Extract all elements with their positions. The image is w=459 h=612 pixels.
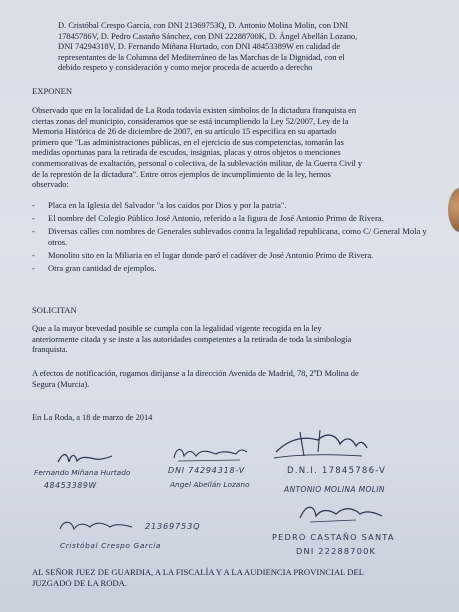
signature-antonio-name: ANTONIO MOLINA MOLIN bbox=[284, 485, 385, 494]
signature-antonio-scrawl bbox=[270, 428, 370, 462]
signature-fernando-scrawl bbox=[55, 448, 115, 468]
signature-pedro-name: PEDRO CASTAÑO SANTA bbox=[272, 532, 395, 542]
signature-angel-dni: DNI 74294318-V bbox=[168, 466, 246, 475]
closing-address bbox=[32, 567, 427, 589]
intro-line: DNI 74294318V, D. Fernando Miñana Hurtado, con DNI 48453389W en calidad de bbox=[58, 41, 341, 52]
bullet-dash: - bbox=[32, 200, 35, 210]
exponen-line: observado: bbox=[32, 179, 69, 190]
signature-fernando-name: Fernando Miñana Hurtado bbox=[34, 468, 131, 477]
list-item bbox=[32, 250, 427, 261]
intro-line: D. Cristóbal Crespo García, con DNI 21369753Q, D. Antonio Molina Molin, con DNI bbox=[58, 20, 348, 30]
list-item bbox=[32, 263, 427, 274]
exponen-line: conmemorativas de exaltación, personal o colectiva, de la sublevación militar, de la Guerra Civil y bbox=[32, 158, 363, 168]
signature-cristobal-scrawl bbox=[56, 515, 136, 537]
bullet-dash: - bbox=[32, 249, 35, 260]
signature-fernando-dni: 48453389W bbox=[44, 481, 97, 490]
list-item bbox=[32, 200, 427, 211]
bullet-dash: - bbox=[32, 226, 35, 237]
closing-line: JUZGADO DE LA RODA. bbox=[32, 578, 128, 588]
exponen-line: Memoria Histórica de 26 de diciembre de 2007, en su artículo 15 especifica en su apartado bbox=[32, 126, 337, 137]
exponen-line: de la represión de la dictadura". Entre otros ejemplos de incumplimiento de la ley, hemos bbox=[32, 168, 331, 179]
closing-line: AL SEÑOR JUEZ DE GUARDIA, A LA FISCALÍA Y A LA AUDIENCIA PROVINCIAL DEL bbox=[32, 567, 364, 577]
list-item-text: Placa en la Iglesia del Salvador "a los caídos por Dios y por la patria". bbox=[48, 200, 287, 210]
signature-angel-scrawl bbox=[170, 442, 250, 464]
exponen-line: Observado que en la localidad de La Roda todavía existen símbolos de la dictadura franquista en bbox=[32, 105, 357, 115]
signature-pedro-scrawl bbox=[296, 500, 386, 526]
signature-pedro-dni: DNI 22288700K bbox=[296, 546, 377, 556]
bullet-dash: - bbox=[32, 213, 35, 224]
signature-cristobal-dni: 21369753Q bbox=[145, 521, 201, 531]
exponen-line: medidas oportunas para la retirada de escudos, insignias, placas y otros objetos o menciones bbox=[32, 147, 341, 158]
intro-line: representantes de la Columna del Mediterráneo de las Marchas de la Dignidad, con el bbox=[58, 51, 345, 62]
exponen-line: primero que "Las administraciones públicas, en el ejercicio de sus competencias, tomarán las bbox=[32, 136, 344, 147]
coin-object bbox=[448, 188, 459, 232]
list-item-text: Otra gran cantidad de ejemplos. bbox=[48, 262, 157, 273]
exponen-heading: EXPONEN bbox=[32, 86, 73, 96]
notification-line: Segura (Murcia). bbox=[32, 378, 90, 389]
list-item bbox=[32, 226, 427, 247]
solicitan-heading: SOLICITAN bbox=[32, 305, 77, 315]
date-line: En La Roda, a 18 de marzo de 2014 bbox=[32, 412, 153, 422]
list-item-text: El nombre del Colegio Público José Antonio, referido a la figura de José Antonio Primo de Rivera. bbox=[48, 213, 384, 224]
solicitan-line: anteriormente citada y se inste a las autoridades competentes a la retirada de toda la simbología bbox=[32, 333, 352, 344]
intro-line: debido respeto y consideración y como mejor proceda de acuerdo a derecho bbox=[58, 62, 313, 73]
intro-line: 17845786V, D. Pedro Castaño Sánchez, con DNI 22288700K, D. Ángel Abellán Lozano, bbox=[58, 30, 358, 41]
examples-list bbox=[32, 200, 427, 276]
list-item bbox=[32, 213, 427, 224]
list-item-text: Diversas calles con nombres de Generales sublevados contra la legalidad republicana, como C/ General Mola y otros. bbox=[48, 226, 427, 247]
signature-antonio-dni: D.N.I. 17845786-V bbox=[287, 466, 387, 476]
signature-angel-name: Angel Abellán Lozano bbox=[170, 480, 250, 489]
exponen-line: ciertas zonas del municipio, consideramos que se está incumpliendo la Ley 52/2007, Ley de la bbox=[32, 115, 349, 126]
signature-cristobal-name: Cristóbal Crespo García bbox=[60, 541, 162, 550]
solicitan-line: franquista. bbox=[32, 344, 68, 355]
solicitan-line: Que a la mayor brevedad posible se cumpla con la legalidad vigente recogida en la ley bbox=[32, 323, 322, 333]
notification-line: A efectos de notificación, rogamos diríjanse a la dirección Avenida de Madrid, 78, 2ºD Molina de bbox=[32, 368, 359, 378]
list-item-text: Monolito sito en la Miliaria en el lugar donde paró el cadáver de José Antonio Primo de Rivera. bbox=[48, 249, 374, 260]
bullet-dash: - bbox=[32, 262, 35, 273]
